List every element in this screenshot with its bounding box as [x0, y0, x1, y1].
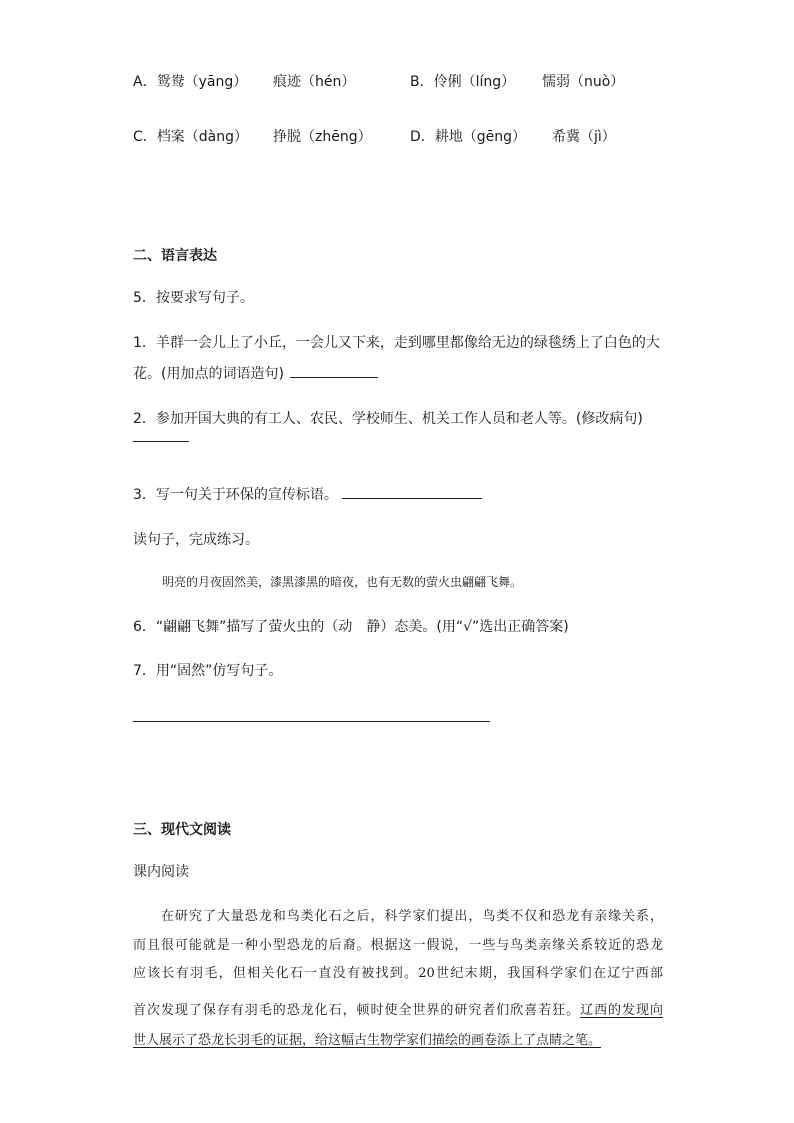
option-b-word-2: 懦弱（nuò） — [542, 74, 625, 90]
question-6: 6．“翩翩飞舞”描写了萤火虫的（动 静）态美。(用“√”选出正确答案) — [133, 619, 569, 635]
answer-blank-5-3[interactable] — [342, 484, 482, 499]
option-b-word-1: B．伶俐（líng） — [410, 74, 516, 90]
question-7: 7．用“固然”仿写句子。 — [133, 663, 283, 679]
question-5: 5．按要求写句子。 — [133, 290, 254, 306]
question-5-1-text: 花。(用加点的词语造句) — [133, 366, 284, 382]
question-5-1-line-2 — [133, 363, 378, 384]
option-a-word-2: 痕迹（hén） — [273, 74, 356, 90]
passage-line-4 — [133, 1001, 663, 1021]
question-5-2: 2．参加开国大典的有工人、农民、学校师生、机关工作人员和老人等。(修改病句) — [133, 411, 643, 427]
option-c-word-2: 挣脱（zhēng） — [273, 129, 372, 145]
reading-sentence: 明亮的月夜固然美，漆黑漆黑的暗夜，也有无数的萤火虫翩翩飞舞。 — [162, 575, 523, 589]
option-c-word-1: C．档案（dàng） — [133, 129, 249, 145]
passage-line-4-plain: 首次发现了保存有羽毛的恐龙化石，顿时使全世界的研究者们欣喜若狂。 — [133, 1003, 581, 1018]
answer-blank-5-2[interactable] — [133, 441, 189, 442]
section-3-heading: 三、现代文阅读 — [133, 822, 231, 838]
answer-line-7[interactable] — [133, 721, 490, 722]
question-5-3-text: 3．写一句关于环保的宣传标语。 — [133, 487, 338, 503]
section-3-subheading: 课内阅读 — [133, 864, 189, 880]
option-d-word-1: D．耕地（gēng） — [410, 129, 527, 145]
passage-line-3: 应该长有羽毛，但相关化石一直没有被找到。20世纪末期，我国科学家们在辽宁西部 — [133, 966, 663, 981]
passage-line-2: 而且很可能就是一种小型恐龙的后裔。根据这一假说，一些与鸟类亲缘关系较近的恐龙 — [133, 938, 663, 953]
option-d-word-2: 希冀（jì） — [552, 129, 616, 145]
passage-line-5-underlined: 世人展示了恐龙长羽毛的证据，给这幅古生物学家们描绘的画卷添上了点睛之笔。 — [133, 1033, 602, 1048]
option-a-word-1: A．鸳鸯（yāng） — [133, 74, 248, 90]
passage-line-1: 在研究了大量恐龙和鸟类化石之后，科学家们提出，鸟类不仅和恐龙有亲缘关系， — [133, 909, 663, 924]
answer-blank-5-1[interactable] — [290, 363, 378, 378]
section-2-heading: 二、语言表达 — [133, 248, 217, 264]
passage-line-4-underlined: 辽西的发现向 — [580, 1003, 663, 1018]
reading-instruction: 读句子，完成练习。 — [133, 532, 259, 548]
question-5-1-line-1: 1．羊群一会儿上了小丘，一会儿又下来，走到哪里都像给无边的绿毯绣上了白色的大 — [133, 335, 660, 351]
question-5-3-line — [133, 484, 482, 505]
passage-line-5 — [133, 1031, 638, 1051]
